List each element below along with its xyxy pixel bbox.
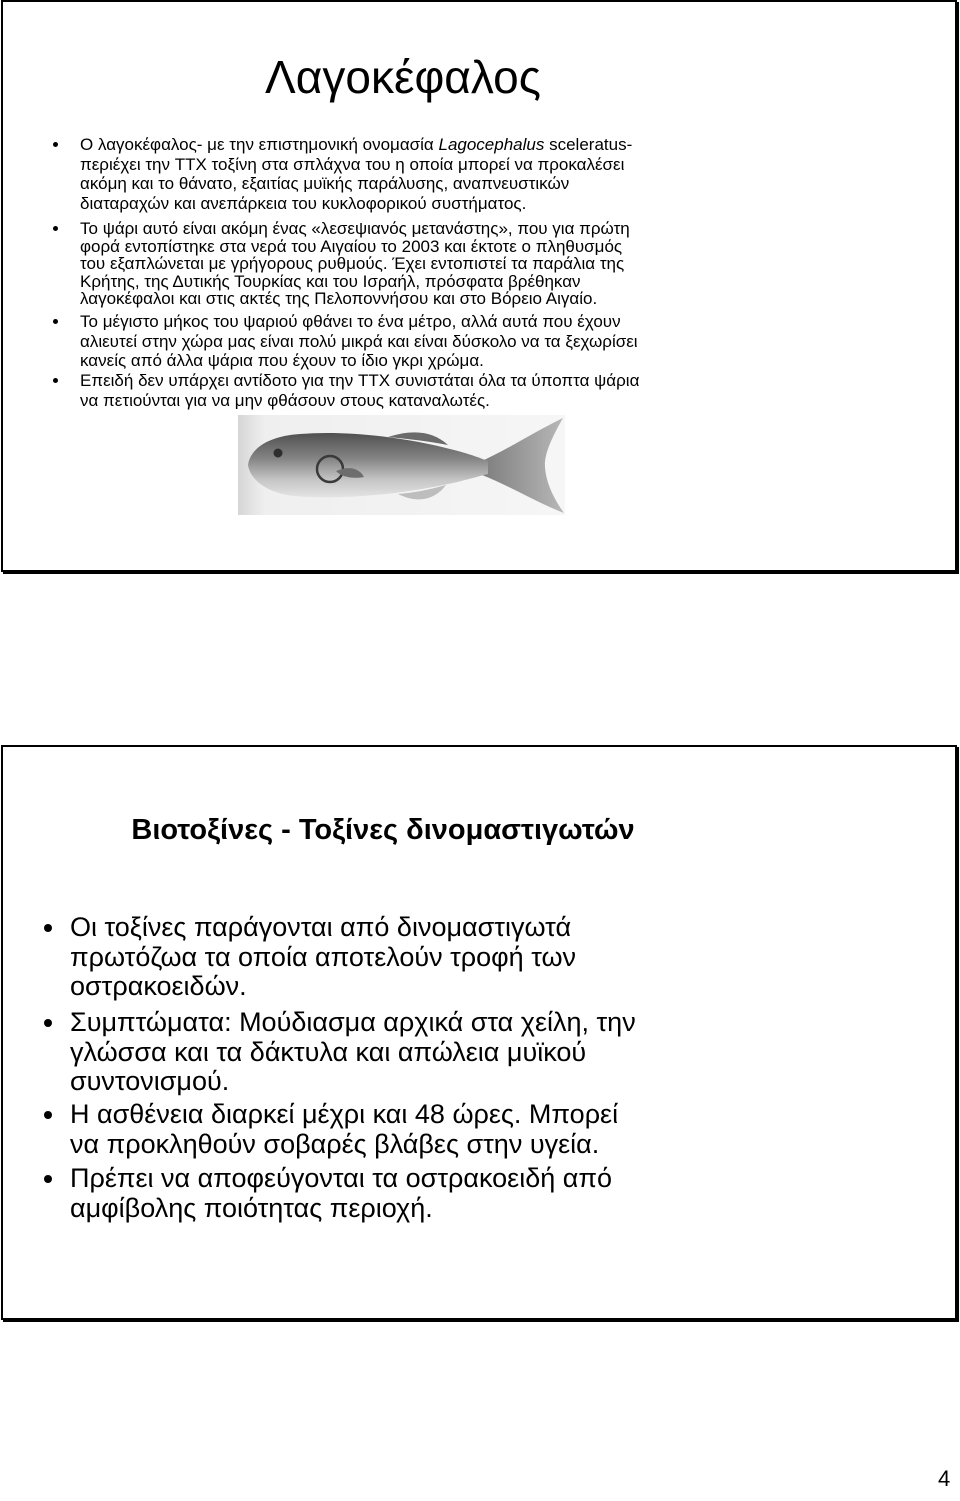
bullet-icon xyxy=(53,226,58,231)
bullet-4-line-1: Πρέπει να αποφεύγονται τα οστρακοειδή από xyxy=(70,1163,612,1193)
bullet-text xyxy=(80,371,639,410)
bullet-2-line-2: φορά εντοπίστηκε στα νερά του Αιγαίου το 2003 και έκτοτε ο πληθυσμός xyxy=(80,236,623,256)
slide-title: Λαγοκέφαλος xyxy=(265,51,541,103)
bullet-text xyxy=(80,135,632,214)
bullet-3-line-1: Η ασθένεια διαρκεί μέχρι και 48 ώρες. Μπορεί xyxy=(70,1099,619,1129)
bullet-2-line-1: Συμπτώματα: Μούδιασμα αρχικά στα χείλη, την xyxy=(70,1007,636,1037)
bullet-3-line-2: να προκληθούν σοβαρές βλάβες στην υγεία. xyxy=(70,1128,600,1159)
bullet-1-line-3: οστρακοειδών. xyxy=(70,971,247,1001)
bullet-icon xyxy=(44,1019,52,1027)
bullet-icon xyxy=(44,924,52,932)
bullet-4-line-2: να πετιούνται για να μην φθάσουν στους καταναλωτές. xyxy=(80,390,490,410)
bullet-icon xyxy=(53,378,58,383)
bullet-4-line-2: αμφίβολης ποιότητας περιοχή. xyxy=(70,1192,433,1223)
bullet-text xyxy=(70,1100,618,1159)
bullet-2-line-1: Το ψάρι αυτό είναι ακόμη ένας «λεσεψιανός μετανάστης», που για πρώτη xyxy=(80,219,630,238)
fish-eye xyxy=(274,449,283,458)
bullet-2-line-2: γλώσσα και τα δάκτυλα και απώλεια μυϊκού xyxy=(70,1036,587,1067)
slide-title: Βιοτοξίνες - Τοξίνες δινομαστιγωτών xyxy=(131,814,635,846)
bullet-text xyxy=(70,913,576,1002)
bullet-icon xyxy=(53,319,58,324)
scientific-name: Lagocephalus xyxy=(438,135,545,154)
bullet-1-line-1: Οι τοξίνες παράγονται από δινομαστιγωτά xyxy=(70,912,572,942)
bullet-4-line-1: Επειδή δεν υπάρχει αντίδοτο για την TTX συνιστάται όλα τα ύποπτα ψάρια xyxy=(80,371,640,390)
slide-1 xyxy=(1,0,957,572)
slide-2 xyxy=(1,745,957,1320)
bullet-1-line-4: διαταραχών και ανεπάρκεια του κυκλοφορικού συστήματος. xyxy=(80,194,527,214)
bullet-icon xyxy=(44,1175,52,1183)
line-text: Ο λαγοκέφαλος- με την επιστημονική ονομασία xyxy=(80,135,434,154)
page-number: 4 xyxy=(938,1466,951,1491)
bullet-3-line-2: αλιευτεί στην χώρα μας είναι πολύ μικρά και είναι δύσκολο να τα ξεχωρίσει xyxy=(80,331,638,351)
bullet-text xyxy=(80,312,638,371)
bullet-2-line-4: Κρήτης, της Δυτικής Τουρκίας και του Ισραήλ, πρόσφατα βρέθηκαν xyxy=(80,271,581,291)
bullet-2-line-3: συντονισμού. xyxy=(70,1066,230,1096)
bullet-1-line-2: περιέχει την TTX τοξίνη στα σπλάχνα του η οποία μπορεί να προκαλέσει xyxy=(80,154,625,174)
bullet-text xyxy=(70,1008,636,1097)
bullet-1-line-2: πρωτόζωα τα οποία αποτελούν τροφή των xyxy=(70,941,577,972)
bullet-text xyxy=(80,220,630,308)
bullet-text xyxy=(70,1164,612,1223)
bullet-2-line-5: λαγοκέφαλοι και στις ακτές της Πελοποννήσου και στο Βόρειο Αιγαίο. xyxy=(80,289,598,308)
bullet-2-line-3: του εξαπλώνεται με γρήγορους ρυθμούς. Έχει εντοπιστεί τα παράλια της xyxy=(80,254,625,273)
bullet-1-line-1 xyxy=(80,135,632,155)
bullet-3-line-1: Το μέγιστο μήκος του ψαριού φθάνει το ένα μέτρο, αλλά αυτά που έχουν xyxy=(80,312,621,331)
bullet-icon xyxy=(44,1111,52,1119)
bullet-icon xyxy=(53,142,58,147)
fish-photo xyxy=(238,415,565,515)
bullet-3-line-3: κανείς από άλλα ψάρια που έχουν το ίδιο γκρι χρώμα. xyxy=(80,351,484,370)
line-text: sceleratus- xyxy=(549,135,633,154)
bullet-1-line-3: ακόμη και το θάνατο, εξαιτίας μυϊκής παράλυσης, αναπνευστικών xyxy=(80,174,570,194)
